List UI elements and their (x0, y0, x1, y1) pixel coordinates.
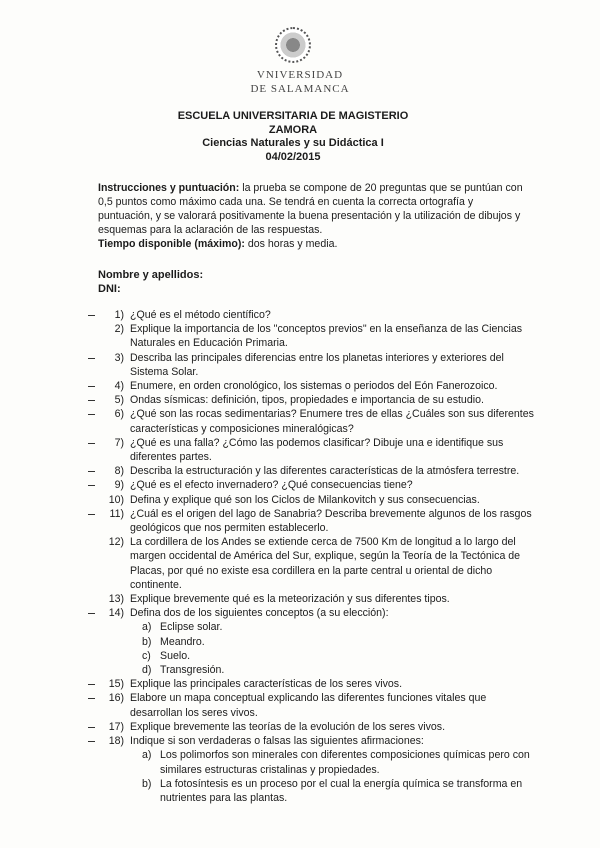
student-fields (98, 268, 203, 296)
question-item (96, 478, 536, 492)
sub-question-text: Meandro. (160, 635, 205, 648)
sub-question-item (96, 663, 536, 677)
pencil-mark (88, 727, 95, 728)
city: ZAMORA (268, 123, 318, 136)
sub-question-text: Transgresión. (160, 664, 225, 677)
question-text: La cordillera de los Andes se extiende cerca de 7500 Km de longitud a lo largo del margen occidental de América del Sur, explique, según la Teoría de la Tectónica de Placas, por qué no existe esa cordillera en la parte central u oriental de dicho continente. (130, 536, 521, 591)
time-label: Tiempo disponible (máximo): (98, 238, 245, 250)
question-text: Explique la importancia de los "conceptos previos" en la enseñanza de las Ciencias Naturales en Educación Primaria. (130, 323, 523, 350)
question-number: 2) (114, 323, 124, 336)
question-number: 16) (108, 692, 124, 705)
sub-question-item (96, 748, 536, 776)
school-name: ESCUELA UNIVERSITARIA DE MAGISTERIO (177, 110, 409, 122)
question-item (96, 464, 536, 478)
pencil-mark (88, 315, 95, 316)
university-name-line1: VNIVERSIDAD (256, 69, 344, 81)
question-number: 18) (108, 735, 124, 748)
question-item (96, 493, 536, 507)
question-number: 7) (114, 436, 124, 449)
sub-question-letter: c) (142, 649, 151, 662)
name-field-label: Nombre y apellidos: (98, 269, 204, 281)
question-text: Explique brevemente las teorías de la evolución de los seres vivos. (130, 720, 446, 733)
question-item (96, 393, 536, 407)
pencil-mark (88, 698, 95, 699)
course-name: Ciencias Naturales y su Didáctica I (202, 137, 384, 149)
sub-question-letter: a) (142, 749, 152, 762)
question-item (96, 691, 536, 719)
question-item (96, 677, 536, 691)
sub-question-letter: d) (142, 664, 152, 677)
question-text: Enumere, en orden cronológico, los sistemas o periodos del Eón Fanerozoico. (130, 380, 498, 393)
question-item (96, 592, 536, 606)
instructions-text: la prueba se compone de 20 preguntas que se puntúan con 0,5 puntos como máximo cada una. Se tendrá en cuenta la correcta ortografía y puntuación, y se valorará positivamente la buena presentación y la utilización de dibujos y esquemas para la aclaración de las respuestas. (98, 182, 523, 236)
pencil-mark (88, 514, 95, 515)
university-seal-logo (275, 27, 311, 63)
sub-question-text: La fotosíntesis es un proceso por el cual la energía química se transforma en nutrientes para las plantas. (160, 777, 523, 804)
question-item (96, 407, 536, 435)
question-item (96, 720, 536, 734)
question-number: 14) (108, 607, 124, 620)
question-item (96, 436, 536, 464)
dni-field-label: DNI: (98, 283, 121, 295)
sub-question-text: Eclipse solar. (160, 621, 223, 634)
pencil-mark (88, 400, 95, 401)
question-item (96, 535, 536, 592)
question-text: Describa las principales diferencias entre los planetas interiores y exteriores del Sistema Solar. (130, 351, 504, 378)
question-text: Defina dos de los siguientes conceptos (a su elección): (130, 607, 389, 620)
pencil-mark (88, 741, 95, 742)
question-text: ¿Cuál es el origen del lago de Sanabria? Describa brevemente algunos de los rasgos geológicos que nos permiten establecerlo. (130, 507, 532, 535)
question-number: 5) (114, 394, 124, 407)
question-number: 10) (108, 493, 124, 506)
question-number: 9) (114, 479, 124, 492)
sub-question-item (96, 777, 536, 805)
question-text: Explique brevemente qué es la meteorización y sus diferentes tipos. (130, 593, 450, 606)
time-text: dos horas y media. (244, 238, 338, 250)
question-number: 15) (108, 678, 124, 691)
sub-question-item (96, 635, 536, 649)
question-text: ¿Qué son las rocas sedimentarias? Enumere tres de ellas ¿Cuáles son sus diferentes características y composiciones mineralógicas? (130, 408, 534, 435)
question-number: 3) (114, 351, 124, 364)
sub-question-item (96, 649, 536, 663)
instructions (98, 181, 528, 251)
question-number: 17) (108, 720, 124, 733)
pencil-mark (88, 443, 95, 444)
pencil-mark (88, 414, 95, 415)
question-list (96, 308, 536, 805)
question-number: 4) (114, 380, 124, 393)
sub-question-letter: b) (142, 635, 152, 648)
pencil-mark (88, 386, 95, 387)
question-item (96, 322, 536, 350)
sub-question-text: Suelo. (160, 649, 191, 662)
question-number: 13) (108, 593, 124, 606)
question-item (96, 351, 536, 379)
sub-question-item (96, 620, 536, 634)
question-text: Ondas sísmicas: definición, tipos, propiedades e importancia de su estudio. (130, 394, 484, 407)
pencil-mark (88, 613, 95, 614)
pencil-mark (88, 358, 95, 359)
pencil-mark (88, 485, 95, 486)
question-text: Indique si son verdaderas o falsas las siguientes afirmaciones: (130, 735, 424, 748)
question-text: Defina y explique qué son los Ciclos de Milankovitch y sus consecuencias. (130, 493, 480, 506)
question-text: ¿Qué es una falla? ¿Cómo las podemos clasificar? Dibuje una e identifique sus diferentes partes. (130, 436, 504, 464)
document-header (0, 110, 586, 164)
instructions-label: Instrucciones y puntuación: (98, 182, 240, 194)
question-text: ¿Qué es el método científico? (130, 309, 271, 321)
question-item (96, 734, 536, 748)
pencil-mark (88, 684, 95, 685)
question-item (96, 507, 536, 535)
sub-question-letter: a) (142, 621, 152, 634)
question-item (96, 379, 536, 393)
question-text: Elabore un mapa conceptual explicando las diferentes funciones vitales que desarrollan los seres vivos. (130, 692, 487, 719)
question-number: 8) (114, 465, 124, 478)
exam-date: 04/02/2015 (265, 150, 321, 163)
question-item (96, 606, 536, 620)
question-text: ¿Qué es el efecto invernadero? ¿Qué consecuencias tiene? (130, 479, 413, 492)
question-text: Explique las principales características de los seres vivos. (130, 678, 403, 691)
sub-question-text: Los polimorfos son minerales con diferentes composiciones químicas pero con similares estructuras cristalinas y propiedades. (160, 749, 530, 776)
sub-question-letter: b) (142, 777, 152, 790)
question-item (96, 308, 536, 322)
question-text: Describa la estructuración y las diferentes características de la atmósfera terrestre. (130, 465, 520, 478)
question-number: 11) (109, 507, 124, 520)
question-number: 12) (108, 536, 124, 549)
pencil-mark (88, 471, 95, 472)
question-number: 6) (114, 408, 124, 421)
question-number: 1) (114, 309, 124, 321)
university-name-line2: DE SALAMANCA (250, 83, 350, 95)
